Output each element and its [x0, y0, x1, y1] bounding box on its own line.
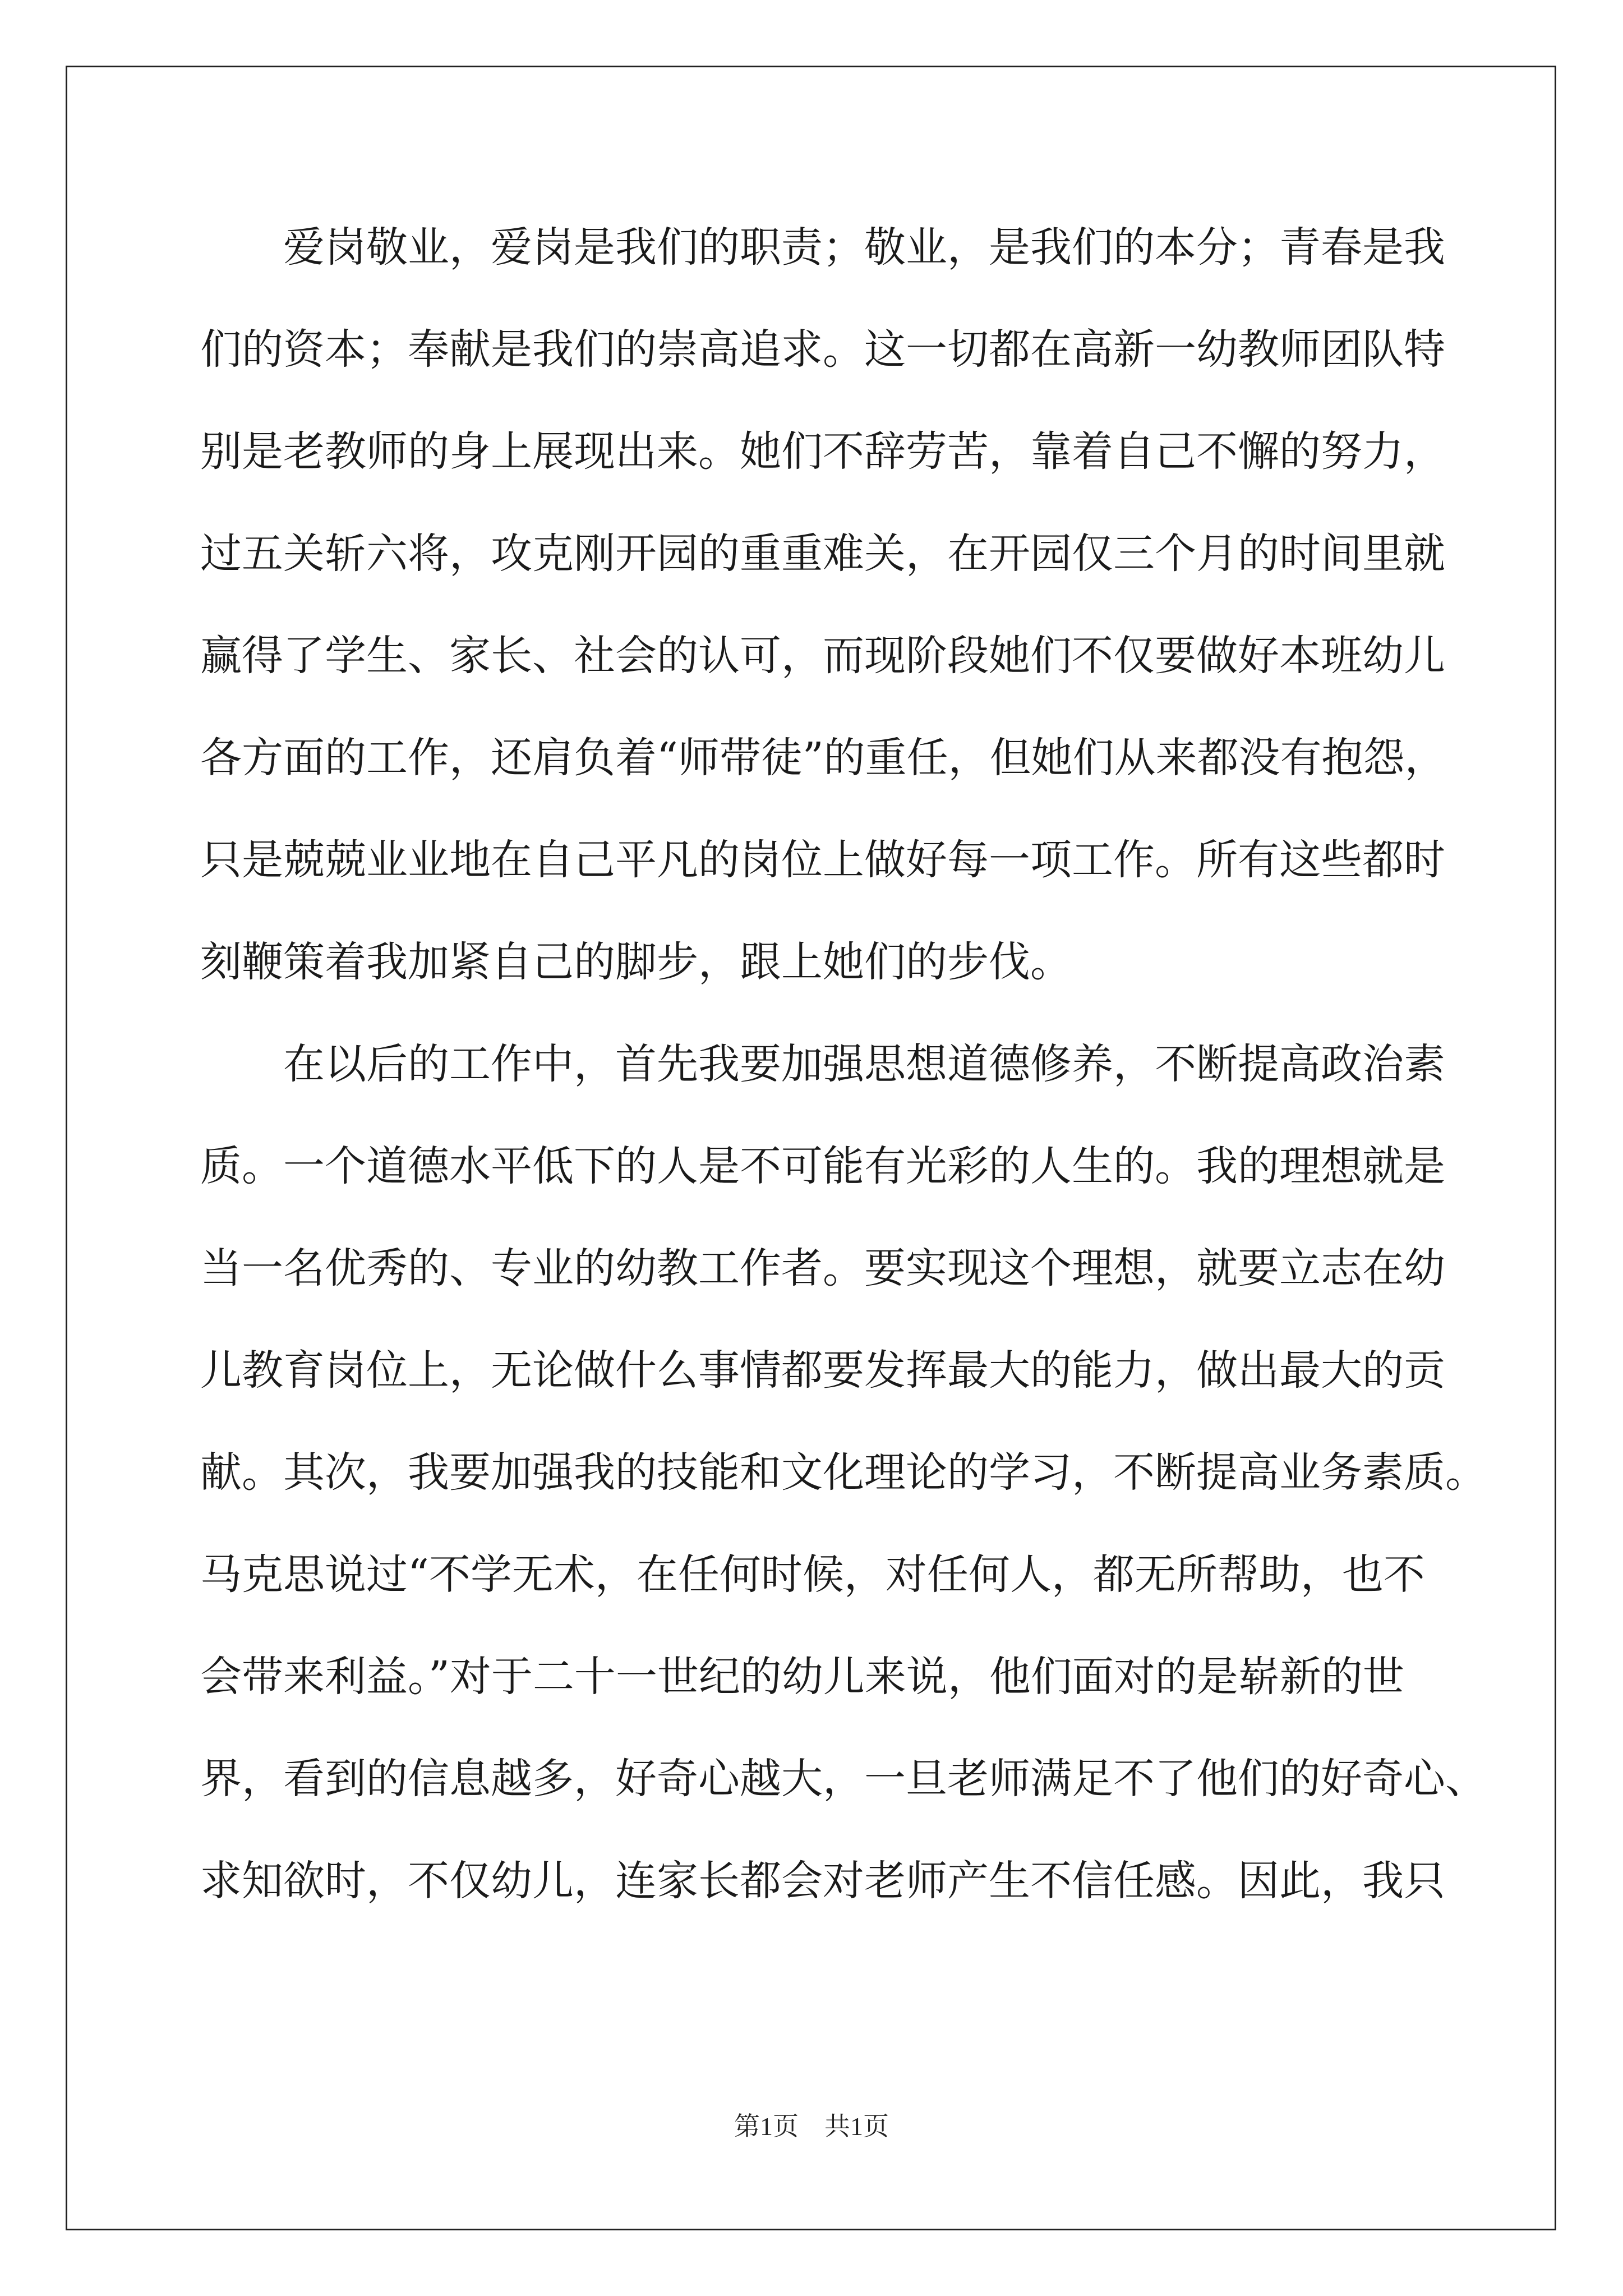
paragraph-1-line-6: 各方面的工作，还肩负着“师带徒”的重任，但她们从来都没有抱怨，: [200, 734, 1446, 782]
paragraph-1-line-3: 别是老教师的身上展现出来。她们不辞劳苦，靠着自己不懈的努力，: [200, 427, 1445, 476]
paragraph-2-line-5: 献。其次，我要加强我的技能和文化理论的学习，不断提高业务素质。: [200, 1448, 1487, 1497]
paragraph-2-line-4: 儿教育岗位上，无论做什么事情都要发挥最大的能力，做出最大的贡: [200, 1346, 1445, 1395]
paragraph-2-line-1: 在以后的工作中，首先我要加强思想道德修养，不断提高政治素: [200, 1040, 1445, 1088]
paragraph-1-line-4: 过五关斩六将，攻克刚开园的重重难关，在开园仅三个月的时间里就: [200, 530, 1445, 578]
paragraph-2-line-7: 会带来利益。”对于二十一世纪的幼儿来说，他们面对的是崭新的世: [200, 1653, 1404, 1701]
paragraph-1-line-1: 爱岗敬业，爱岗是我们的职责；敬业，是我们的本分；青春是我: [200, 223, 1445, 272]
paragraph-1-line-5: 赢得了学生、家长、社会的认可，而现阶段她们不仅要做好本班幼儿: [200, 632, 1445, 680]
paragraph-1-line-8: 刻鞭策着我加紧自己的脚步，跟上她们的步伐。: [200, 938, 1072, 986]
paragraph-2-line-6: 马克思说过“不学无术，在任何时候，对任何人，都无所帮助，也不: [200, 1550, 1425, 1599]
paragraph-2-line-9: 求知欲时，不仅幼儿，连家长都会对老师产生不信任感。因此，我只: [200, 1857, 1445, 1905]
paragraph-2-line-8: 界，看到的信息越多，好奇心越大，一旦老师满足不了他们的好奇心、: [200, 1755, 1487, 1803]
paragraph-2-line-3: 当一名优秀的、专业的幼教工作者。要实现这个理想，就要立志在幼: [200, 1244, 1445, 1292]
page-footer: 第1页 共1页: [734, 2112, 889, 2141]
paragraph-1-line-7: 只是兢兢业业地在自己平凡的岗位上做好每一项工作。所有这些都时: [200, 836, 1445, 884]
paragraph-1-line-2: 们的资本；奉献是我们的崇高追求。这一切都在高新一幼教师团队特: [200, 325, 1445, 374]
paragraph-2-line-2: 质。一个道德水平低下的人是不可能有光彩的人生的。我的理想就是: [200, 1142, 1445, 1190]
